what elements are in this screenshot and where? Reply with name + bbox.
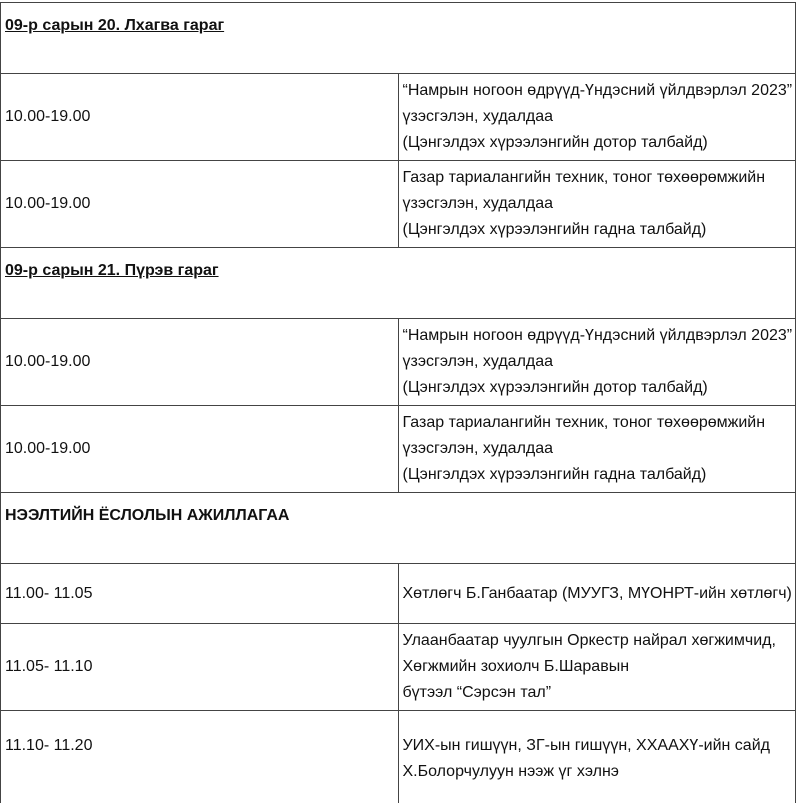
time-cell: 11.00- 11.05 xyxy=(1,564,399,624)
schedule-row xyxy=(1,711,796,803)
description-line: Газар тариалангийн техник, тоног төхөөрөмжийн үзэсгэлэн, худалдаа xyxy=(403,165,796,217)
description-cell xyxy=(398,624,796,711)
section-date-heading: 09-р сарын 21. Пүрэв гараг xyxy=(5,262,219,279)
description-line: (Цэнгэлдэх хүрээлэнгийн дотор талбайд) xyxy=(403,130,796,156)
section-date-heading: 09-р сарын 20. Лхагва гараг xyxy=(5,17,224,34)
description-cell xyxy=(398,406,796,493)
description-line: Хөтлөгч Б.Ганбаатар (МУУГЗ, МҮОНРТ-ийн хөтлөгч) xyxy=(403,581,796,607)
section-heading-cell xyxy=(1,3,796,74)
description-cell xyxy=(398,74,796,161)
section-header-row xyxy=(1,493,796,564)
description-line: УИХ-ын гишүүн, ЗГ-ын гишүүн, ХХААХҮ-ийн сайд Х.Болорчулуун нээж үг хэлнэ xyxy=(403,733,796,785)
time-cell: 10.00-19.00 xyxy=(1,406,399,493)
time-cell: 11.10- 11.20 xyxy=(1,711,399,803)
time-cell: 10.00-19.00 xyxy=(1,161,399,248)
time-cell: 10.00-19.00 xyxy=(1,319,399,406)
schedule-row xyxy=(1,564,796,624)
time-cell: 10.00-19.00 xyxy=(1,74,399,161)
description-line: Улаанбаатар чуулгын Оркестр найрал хөгжимчид, Хөгжмийн зохиолч Б.Шаравын xyxy=(403,628,796,680)
section-heading-cell: НЭЭЛТИЙН ЁСЛОЛЫН АЖИЛЛАГАА xyxy=(1,493,796,564)
schedule-row xyxy=(1,161,796,248)
description-line: (Цэнгэлдэх хүрээлэнгийн гадна талбайд) xyxy=(403,462,796,488)
schedule-row xyxy=(1,624,796,711)
schedule-row xyxy=(1,406,796,493)
description-line: “Намрын ногоон өдрүүд-Үндэсний үйлдвэрлэл 2023” үзэсгэлэн, худалдаа xyxy=(403,78,796,130)
description-line: бүтээл “Сэрсэн тал” xyxy=(403,680,796,706)
section-header-row xyxy=(1,3,796,74)
schedule-table xyxy=(0,2,796,803)
description-cell xyxy=(398,564,796,624)
description-line: “Намрын ногоон өдрүүд-Үндэсний үйлдвэрлэл 2023” үзэсгэлэн, худалдаа xyxy=(403,323,796,375)
schedule-row xyxy=(1,319,796,406)
description-cell xyxy=(398,319,796,406)
time-cell: 11.05- 11.10 xyxy=(1,624,399,711)
description-line: Газар тариалангийн техник, тоног төхөөрөмжийн үзэсгэлэн, худалдаа xyxy=(403,410,796,462)
section-header-row xyxy=(1,248,796,319)
schedule-row xyxy=(1,74,796,161)
section-heading-cell xyxy=(1,248,796,319)
description-line: (Цэнгэлдэх хүрээлэнгийн гадна талбайд) xyxy=(403,217,796,243)
description-cell xyxy=(398,711,796,803)
description-line: (Цэнгэлдэх хүрээлэнгийн дотор талбайд) xyxy=(403,375,796,401)
description-cell xyxy=(398,161,796,248)
